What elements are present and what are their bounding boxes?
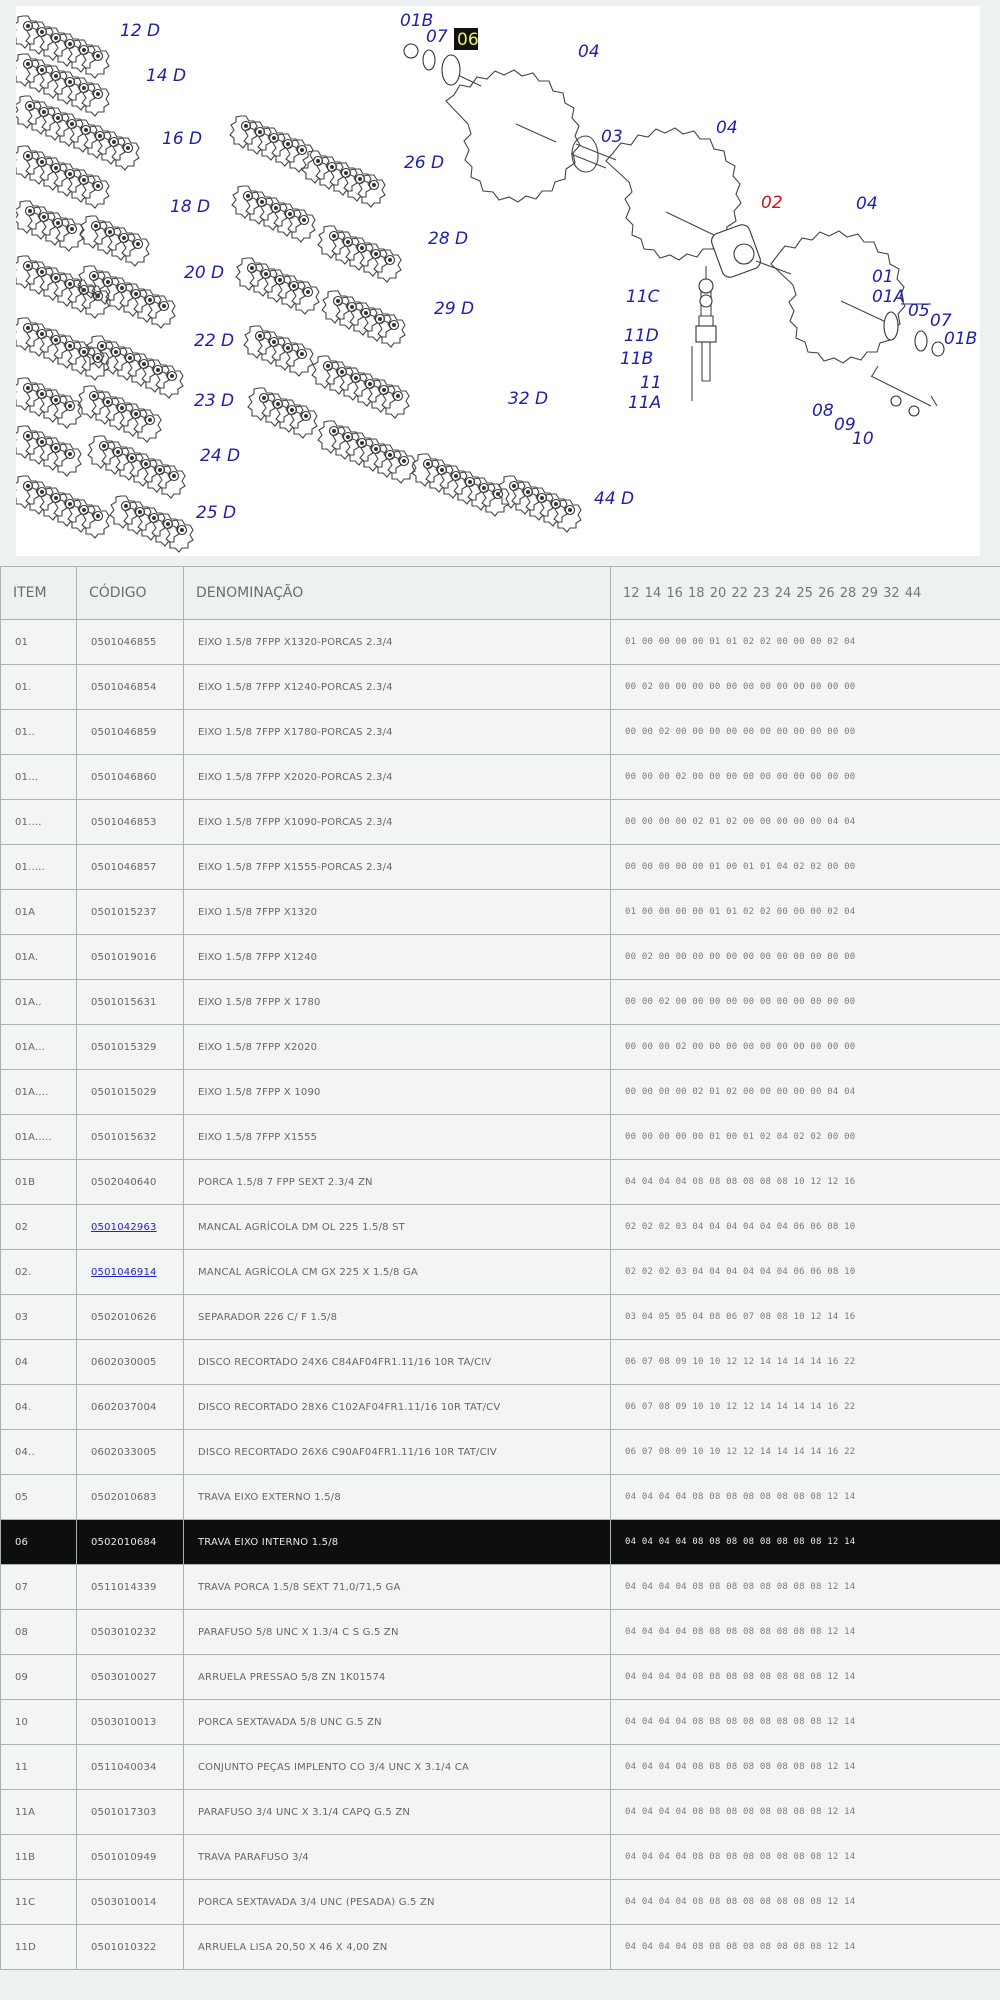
cell-code: 0511014339 xyxy=(77,1565,184,1610)
cell-code xyxy=(77,1250,184,1295)
cell-quantities: 06 07 08 09 10 10 12 12 14 14 14 14 16 22 xyxy=(611,1385,1000,1430)
part-code-link[interactable]: 0501046914 xyxy=(91,1266,157,1278)
cell-item: 01A. xyxy=(1,935,77,980)
cell-code: 0602037004 xyxy=(77,1385,184,1430)
table-row[interactable] xyxy=(1,620,1000,665)
cell-item: 10 xyxy=(1,1700,77,1745)
cell-item: 11D xyxy=(1,1925,77,1970)
cell-code: 0502010684 xyxy=(77,1520,184,1565)
cell-code: 0501015631 xyxy=(77,980,184,1025)
part-label-06: 06 xyxy=(457,30,479,50)
cell-item: 01A.... xyxy=(1,1070,77,1115)
cell-name: EIXO 1.5/8 7FPP X1555 xyxy=(184,1115,611,1160)
table-header-row xyxy=(1,567,1000,620)
table-row[interactable] xyxy=(1,1385,1000,1430)
part-label-11c: 11C xyxy=(626,287,660,307)
part-label-01a: 01A xyxy=(872,287,906,307)
cell-code: 0501017303 xyxy=(77,1790,184,1835)
cell-code: 0503010232 xyxy=(77,1610,184,1655)
cell-name: EIXO 1.5/8 7FPP X2020-PORCAS 2.3/4 xyxy=(184,755,611,800)
cell-name: TRAVA PORCA 1.5/8 SEXT 71,0/71,5 GA xyxy=(184,1565,611,1610)
part-label-10: 10 xyxy=(852,429,874,449)
cell-quantities: 01 00 00 00 00 01 01 02 02 00 00 00 02 04 xyxy=(611,620,1000,665)
cell-name: EIXO 1.5/8 7FPP X1780-PORCAS 2.3/4 xyxy=(184,710,611,755)
cell-name: DISCO RECORTADO 24X6 C84AF04FR1.11/16 10R TA/CIV xyxy=(184,1340,611,1385)
cell-name: PORCA SEXTAVADA 3/4 UNC (PESADA) G.5 ZN xyxy=(184,1880,611,1925)
cell-code: 0501015029 xyxy=(77,1070,184,1115)
cell-name: CONJUNTO PEÇAS IMPLENTO CO 3/4 UNC X 3.1/4 CA xyxy=(184,1745,611,1790)
table-row[interactable] xyxy=(1,980,1000,1025)
table-row[interactable] xyxy=(1,1880,1000,1925)
cell-item: 04 xyxy=(1,1340,77,1385)
cell-quantities: 00 00 00 00 00 01 00 01 01 04 02 02 00 00 xyxy=(611,845,1000,890)
cell-quantities: 06 07 08 09 10 10 12 12 14 14 14 14 16 22 xyxy=(611,1430,1000,1475)
table-row[interactable] xyxy=(1,1835,1000,1880)
cell-name: TRAVA EIXO INTERNO 1.5/8 xyxy=(184,1520,611,1565)
cell-code: 0501046855 xyxy=(77,620,184,665)
table-row[interactable] xyxy=(1,1430,1000,1475)
cell-item: 01 xyxy=(1,620,77,665)
cell-quantities: 04 04 04 04 08 08 08 08 08 08 08 08 12 14 xyxy=(611,1610,1000,1655)
cell-quantities: 00 00 02 00 00 00 00 00 00 00 00 00 00 00 xyxy=(611,980,1000,1025)
config-label-25d: 25 D xyxy=(196,503,237,523)
cell-code: 0501010949 xyxy=(77,1835,184,1880)
cell-item: 03 xyxy=(1,1295,77,1340)
cell-quantities: 04 04 04 04 08 08 08 08 08 08 08 08 12 14 xyxy=(611,1790,1000,1835)
cell-name: ARRUELA PRESSAO 5/8 ZN 1K01574 xyxy=(184,1655,611,1700)
cell-name: EIXO 1.5/8 7FPP X1320 xyxy=(184,890,611,935)
cell-name: DISCO RECORTADO 28X6 C102AF04FR1.11/16 10R TAT/CV xyxy=(184,1385,611,1430)
cell-quantities: 04 04 04 04 08 08 08 08 08 08 08 08 12 14 xyxy=(611,1520,1000,1565)
table-row[interactable] xyxy=(1,1340,1000,1385)
cell-item: 05 xyxy=(1,1475,77,1520)
cell-name: EIXO 1.5/8 7FPP X1090-PORCAS 2.3/4 xyxy=(184,800,611,845)
cell-item: 04. xyxy=(1,1385,77,1430)
table-row[interactable] xyxy=(1,935,1000,980)
cell-name: EIXO 1.5/8 7FPP X 1090 xyxy=(184,1070,611,1115)
part-label-05: 05 xyxy=(908,301,930,321)
table-row[interactable] xyxy=(1,1520,1000,1565)
config-label-12d: 12 D xyxy=(120,21,161,41)
cell-item: 07 xyxy=(1,1565,77,1610)
config-label-26d: 26 D xyxy=(404,153,445,173)
cell-code: 0501015632 xyxy=(77,1115,184,1160)
config-label-44d: 44 D xyxy=(594,489,635,509)
cell-name: EIXO 1.5/8 7FPP X 1780 xyxy=(184,980,611,1025)
cell-name: TRAVA EIXO EXTERNO 1.5/8 xyxy=(184,1475,611,1520)
cell-code: 0501046854 xyxy=(77,665,184,710)
header-code: CÓDIGO xyxy=(77,567,184,620)
cell-quantities: 00 00 00 00 02 01 02 00 00 00 00 00 04 04 xyxy=(611,1070,1000,1115)
table-row[interactable] xyxy=(1,1025,1000,1070)
cell-quantities: 01 00 00 00 00 01 01 02 02 00 00 00 02 04 xyxy=(611,890,1000,935)
cell-quantities: 00 00 00 02 00 00 00 00 00 00 00 00 00 00 xyxy=(611,1025,1000,1070)
part-label-04-b: 04 xyxy=(716,118,738,138)
part-label-07: 07 xyxy=(930,311,952,331)
config-label-23d: 23 D xyxy=(194,391,235,411)
cell-item: 01..... xyxy=(1,845,77,890)
cell-quantities: 04 04 04 04 08 08 08 08 08 08 08 08 12 14 xyxy=(611,1745,1000,1790)
table-row[interactable] xyxy=(1,1250,1000,1295)
cell-item: 09 xyxy=(1,1655,77,1700)
cell-item: 11 xyxy=(1,1745,77,1790)
cell-quantities: 00 00 00 00 00 01 00 01 02 04 02 02 00 00 xyxy=(611,1115,1000,1160)
cell-quantities: 02 02 02 03 04 04 04 04 04 04 06 06 08 10 xyxy=(611,1250,1000,1295)
cell-code: 0501019016 xyxy=(77,935,184,980)
cell-quantities: 04 04 04 04 08 08 08 08 08 08 08 08 12 14 xyxy=(611,1700,1000,1745)
cell-quantities: 04 04 04 04 08 08 08 08 08 08 08 08 12 14 xyxy=(611,1475,1000,1520)
exploded-parts-diagram xyxy=(16,6,980,556)
cell-quantities: 03 04 05 05 04 08 06 07 08 08 10 12 14 16 xyxy=(611,1295,1000,1340)
cell-code: 0501046860 xyxy=(77,755,184,800)
cell-name: PARAFUSO 5/8 UNC X 1.3/4 C S G.5 ZN xyxy=(184,1610,611,1655)
table-row[interactable] xyxy=(1,1070,1000,1115)
config-label-14d: 14 D xyxy=(146,66,187,86)
part-label-09: 09 xyxy=(834,415,856,435)
table-row[interactable] xyxy=(1,1565,1000,1610)
cell-code: 0501046859 xyxy=(77,710,184,755)
part-label-11a: 11A xyxy=(628,393,662,413)
part-label-02: 02 xyxy=(761,193,783,213)
part-code-link[interactable]: 0501042963 xyxy=(91,1221,157,1233)
table-row[interactable] xyxy=(1,1745,1000,1790)
table-row[interactable] xyxy=(1,845,1000,890)
part-label-01b-top: 01B xyxy=(400,11,434,31)
cell-name: MANCAL AGRÍCOLA DM OL 225 1.5/8 ST xyxy=(184,1205,611,1250)
cell-item: 02 xyxy=(1,1205,77,1250)
cell-name: ARRUELA LISA 20,50 X 46 X 4,00 ZN xyxy=(184,1925,611,1970)
part-label-01b: 01B xyxy=(944,329,978,349)
config-label-29d: 29 D xyxy=(434,299,475,319)
config-label-20d: 20 D xyxy=(184,263,225,283)
table-row[interactable] xyxy=(1,1295,1000,1340)
cell-code: 0502010683 xyxy=(77,1475,184,1520)
cell-name: EIXO 1.5/8 7FPP X1320-PORCAS 2.3/4 xyxy=(184,620,611,665)
table-row[interactable] xyxy=(1,1160,1000,1205)
table-row[interactable] xyxy=(1,710,1000,755)
table-row[interactable] xyxy=(1,1205,1000,1250)
cell-name: DISCO RECORTADO 26X6 C90AF04FR1.11/16 10R TAT/CIV xyxy=(184,1430,611,1475)
table-row[interactable] xyxy=(1,800,1000,845)
cell-quantities: 00 00 00 02 00 00 00 00 00 00 00 00 00 00 xyxy=(611,755,1000,800)
table-row[interactable] xyxy=(1,1475,1000,1520)
cell-item: 04.. xyxy=(1,1430,77,1475)
cell-quantities: 00 00 00 00 02 01 02 00 00 00 00 00 04 04 xyxy=(611,800,1000,845)
part-label-04-a: 04 xyxy=(578,42,600,62)
part-label-11d: 11D xyxy=(624,326,659,346)
cell-item: 01.... xyxy=(1,800,77,845)
cell-code: 0503010013 xyxy=(77,1700,184,1745)
cell-item: 08 xyxy=(1,1610,77,1655)
cell-quantities: 04 04 04 04 08 08 08 08 08 08 08 08 12 14 xyxy=(611,1835,1000,1880)
config-label-18d: 18 D xyxy=(170,197,211,217)
cell-item: 11C xyxy=(1,1880,77,1925)
table-row[interactable] xyxy=(1,665,1000,710)
cell-quantities: 00 00 02 00 00 00 00 00 00 00 00 00 00 00 xyxy=(611,710,1000,755)
cell-item: 11A xyxy=(1,1790,77,1835)
cell-code: 0511040034 xyxy=(77,1745,184,1790)
table-row[interactable] xyxy=(1,1925,1000,1970)
part-label-01: 01 xyxy=(872,267,894,287)
table-row[interactable] xyxy=(1,1655,1000,1700)
cell-code: 0501010322 xyxy=(77,1925,184,1970)
part-label-08: 08 xyxy=(812,401,834,421)
cell-name: EIXO 1.5/8 7FPP X1555-PORCAS 2.3/4 xyxy=(184,845,611,890)
cell-item: 01A xyxy=(1,890,77,935)
table-row[interactable] xyxy=(1,1115,1000,1160)
exploded-parts-drawing xyxy=(16,6,980,556)
cell-item: 01A.. xyxy=(1,980,77,1025)
cell-name: PORCA SEXTAVADA 5/8 UNC G.5 ZN xyxy=(184,1700,611,1745)
cell-name: TRAVA PARAFUSO 3/4 xyxy=(184,1835,611,1880)
cell-quantities: 04 04 04 04 08 08 08 08 08 08 10 12 12 16 xyxy=(611,1160,1000,1205)
table-row[interactable] xyxy=(1,1700,1000,1745)
bearing-assembly-drawing xyxy=(404,44,944,416)
cell-quantities: 06 07 08 09 10 10 12 12 14 14 14 14 16 22 xyxy=(611,1340,1000,1385)
cell-quantities: 00 02 00 00 00 00 00 00 00 00 00 00 00 00 xyxy=(611,935,1000,980)
cell-name: PORCA 1.5/8 7 FPP SEXT 2.3/4 ZN xyxy=(184,1160,611,1205)
cell-code: 0502040640 xyxy=(77,1160,184,1205)
cell-code: 0602033005 xyxy=(77,1430,184,1475)
cell-code: 0501046857 xyxy=(77,845,184,890)
cell-quantities: 00 02 00 00 00 00 00 00 00 00 00 00 00 00 xyxy=(611,665,1000,710)
part-label-04-c: 04 xyxy=(856,194,878,214)
cell-code: 0502010626 xyxy=(77,1295,184,1340)
cell-quantities: 04 04 04 04 08 08 08 08 08 08 08 08 12 14 xyxy=(611,1880,1000,1925)
cell-item: 02. xyxy=(1,1250,77,1295)
cell-item: 01. xyxy=(1,665,77,710)
config-label-16d: 16 D xyxy=(162,129,203,149)
cell-item: 01A..... xyxy=(1,1115,77,1160)
part-label-11: 11 xyxy=(640,373,662,393)
header-quantities: 12 14 16 18 20 22 23 24 25 26 28 29 32 44 xyxy=(611,567,1000,620)
table-row[interactable] xyxy=(1,890,1000,935)
cell-item: 01B xyxy=(1,1160,77,1205)
cell-code: 0503010014 xyxy=(77,1880,184,1925)
parts-table xyxy=(0,566,1000,1970)
cell-item: 01... xyxy=(1,755,77,800)
cell-code: 0602030005 xyxy=(77,1340,184,1385)
cell-name: PARAFUSO 3/4 UNC X 3.1/4 CAPQ G.5 ZN xyxy=(184,1790,611,1835)
config-label-22d: 22 D xyxy=(194,331,235,351)
cell-code: 0501046853 xyxy=(77,800,184,845)
cell-item: 06 xyxy=(1,1520,77,1565)
cell-code: 0503010027 xyxy=(77,1655,184,1700)
header-item: ITEM xyxy=(1,567,77,620)
cell-name: EIXO 1.5/8 7FPP X2020 xyxy=(184,1025,611,1070)
cell-name: EIXO 1.5/8 7FPP X1240 xyxy=(184,935,611,980)
part-label-07-top: 07 xyxy=(426,27,448,47)
cell-quantities: 04 04 04 04 08 08 08 08 08 08 08 08 12 14 xyxy=(611,1925,1000,1970)
cell-code: 0501015329 xyxy=(77,1025,184,1070)
part-label-11b: 11B xyxy=(620,349,654,369)
table-row[interactable] xyxy=(1,1610,1000,1655)
cell-quantities: 04 04 04 04 08 08 08 08 08 08 08 08 12 14 xyxy=(611,1565,1000,1610)
cell-name: MANCAL AGRÍCOLA CM GX 225 X 1.5/8 GA xyxy=(184,1250,611,1295)
cell-name: EIXO 1.5/8 7FPP X1240-PORCAS 2.3/4 xyxy=(184,665,611,710)
table-row[interactable] xyxy=(1,1790,1000,1835)
config-label-32d: 32 D xyxy=(508,389,549,409)
part-label-03: 03 xyxy=(601,127,623,147)
cell-item: 11B xyxy=(1,1835,77,1880)
table-row[interactable] xyxy=(1,755,1000,800)
config-label-28d: 28 D xyxy=(428,229,469,249)
cell-quantities: 02 02 02 03 04 04 04 04 04 04 06 06 08 10 xyxy=(611,1205,1000,1250)
header-name: DENOMINAÇÃO xyxy=(184,567,611,620)
config-label-24d: 24 D xyxy=(200,446,241,466)
cell-item: 01A... xyxy=(1,1025,77,1070)
cell-code xyxy=(77,1205,184,1250)
cell-code: 0501015237 xyxy=(77,890,184,935)
cell-name: SEPARADOR 226 C/ F 1.5/8 xyxy=(184,1295,611,1340)
cell-quantities: 04 04 04 04 08 08 08 08 08 08 08 08 12 14 xyxy=(611,1655,1000,1700)
cell-item: 01.. xyxy=(1,710,77,755)
